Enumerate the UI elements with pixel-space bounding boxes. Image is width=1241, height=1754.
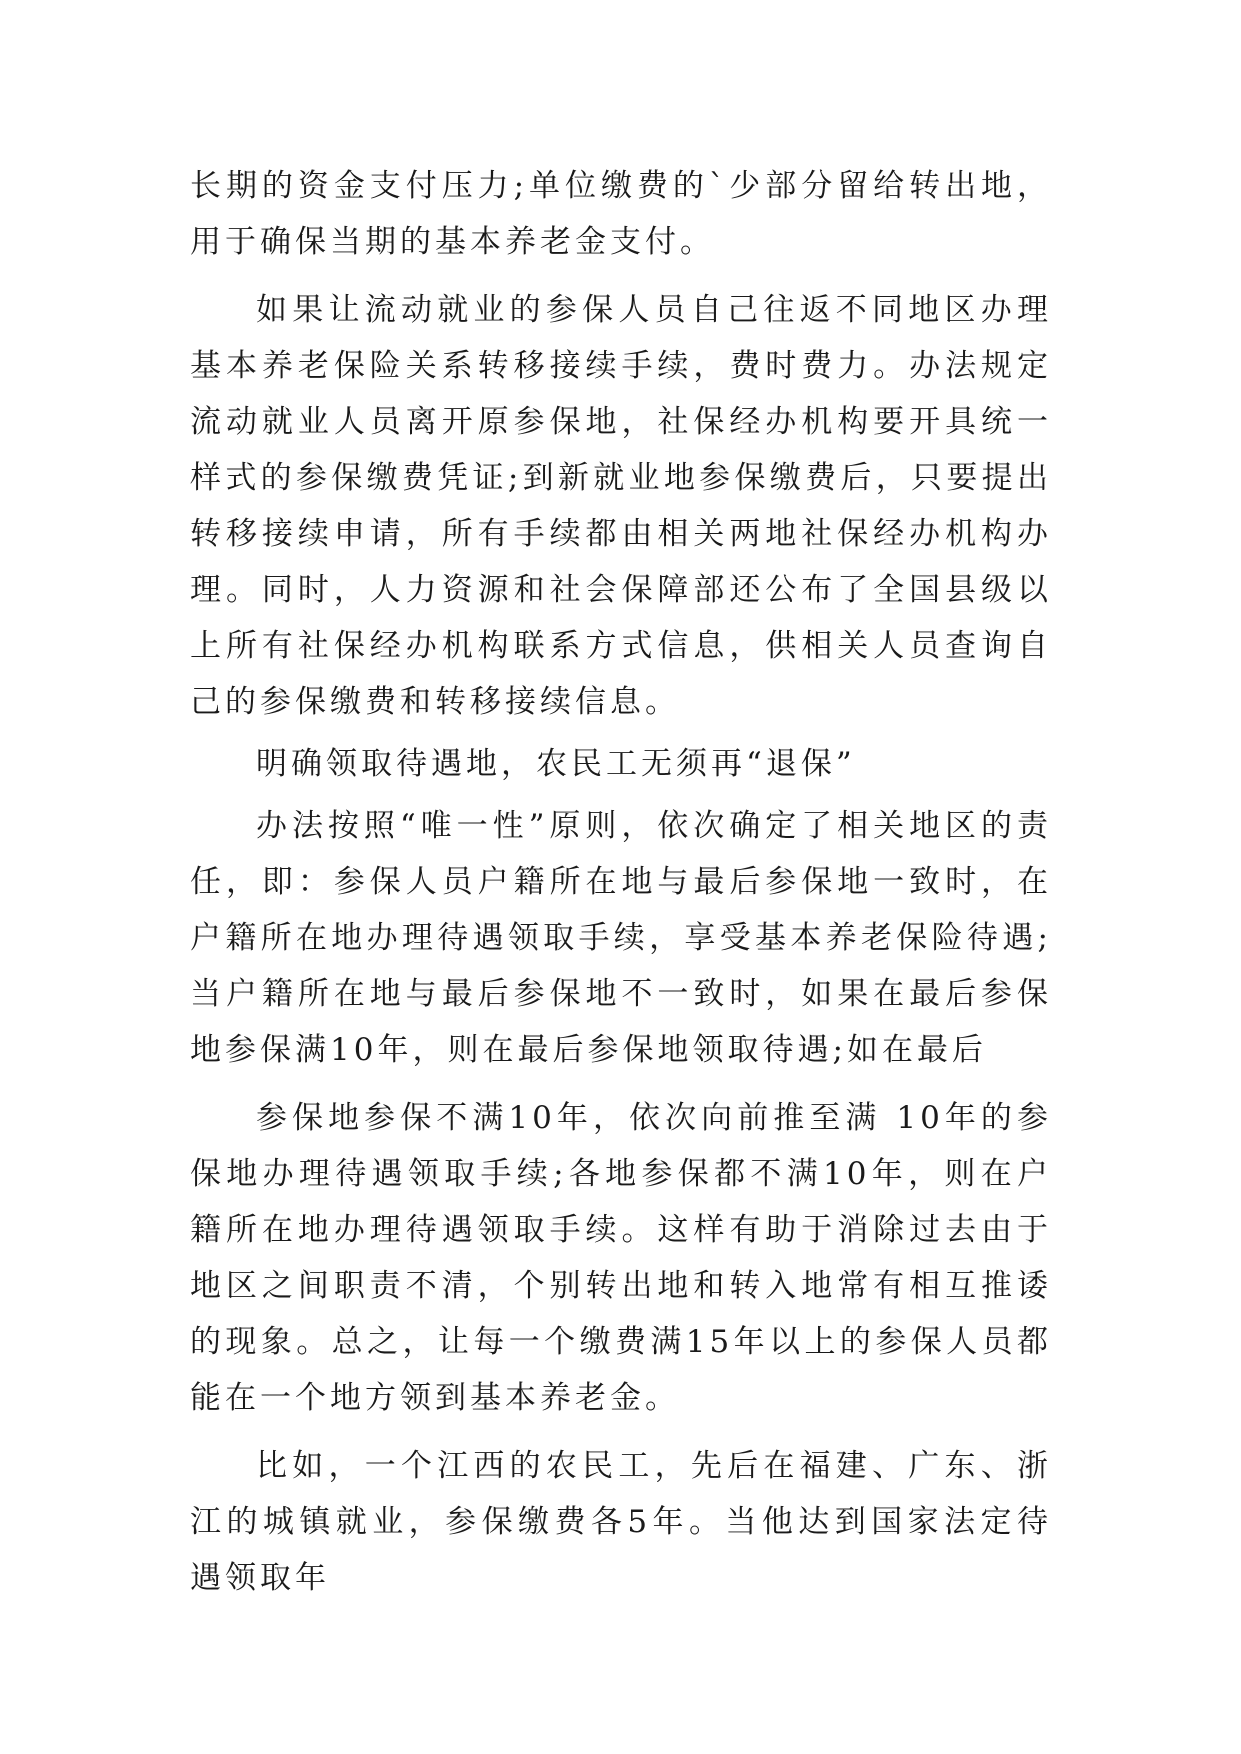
document-body <box>190 158 1052 1606</box>
paragraph-1: 长期的资金支付压力;单位缴费的`少部分留给转出地，用于确保当期的基本养老金支付。 <box>190 168 1052 260</box>
paragraph-4: 参保地参保不满10年，依次向前推至满 10年的参保地办理待遇领取手续;各地参保都不满10年，则在户籍所在地办理待遇领取手续。这样有助于消除过去由于地区之间职责不清，个别转出地和转入地常有相互推诿的现象。总之，让每一个缴费满15年以上的参保人员都能在一个地方领到基本养老金。 <box>190 1100 1052 1416</box>
paragraph-5: 比如，一个江西的农民工，先后在福建、广东、浙江的城镇就业，参保缴费各5年。当他达到国家法定待遇领取年 <box>190 1448 1052 1596</box>
section-heading: 明确领取待遇地，农民工无须再“退保” <box>256 746 856 782</box>
paragraph-2: 如果让流动就业的参保人员自己往返不同地区办理基本养老保险关系转移接续手续，费时费力。办法规定流动就业人员离开原参保地，社保经办机构要开具统一样式的参保缴费凭证;到新就业地参保缴费后，只要提出转移接续申请，所有手续都由相关两地社保经办机构办理。同时，人力资源和社会保障部还公布了全国县级以上所有社保经办机构联系方式信息，供相关人员查询自己的参保缴费和转移接续信息。 <box>190 292 1052 720</box>
paragraph-3: 办法按照“唯一性”原则，依次确定了相关地区的责任，即：参保人员户籍所在地与最后参保地一致时，在户籍所在地办理待遇领取手续，享受基本养老保险待遇;当户籍所在地与最后参保地不一致时，如果在最后参保地参保满10年，则在最后参保地领取待遇;如在最后 <box>190 808 1052 1068</box>
